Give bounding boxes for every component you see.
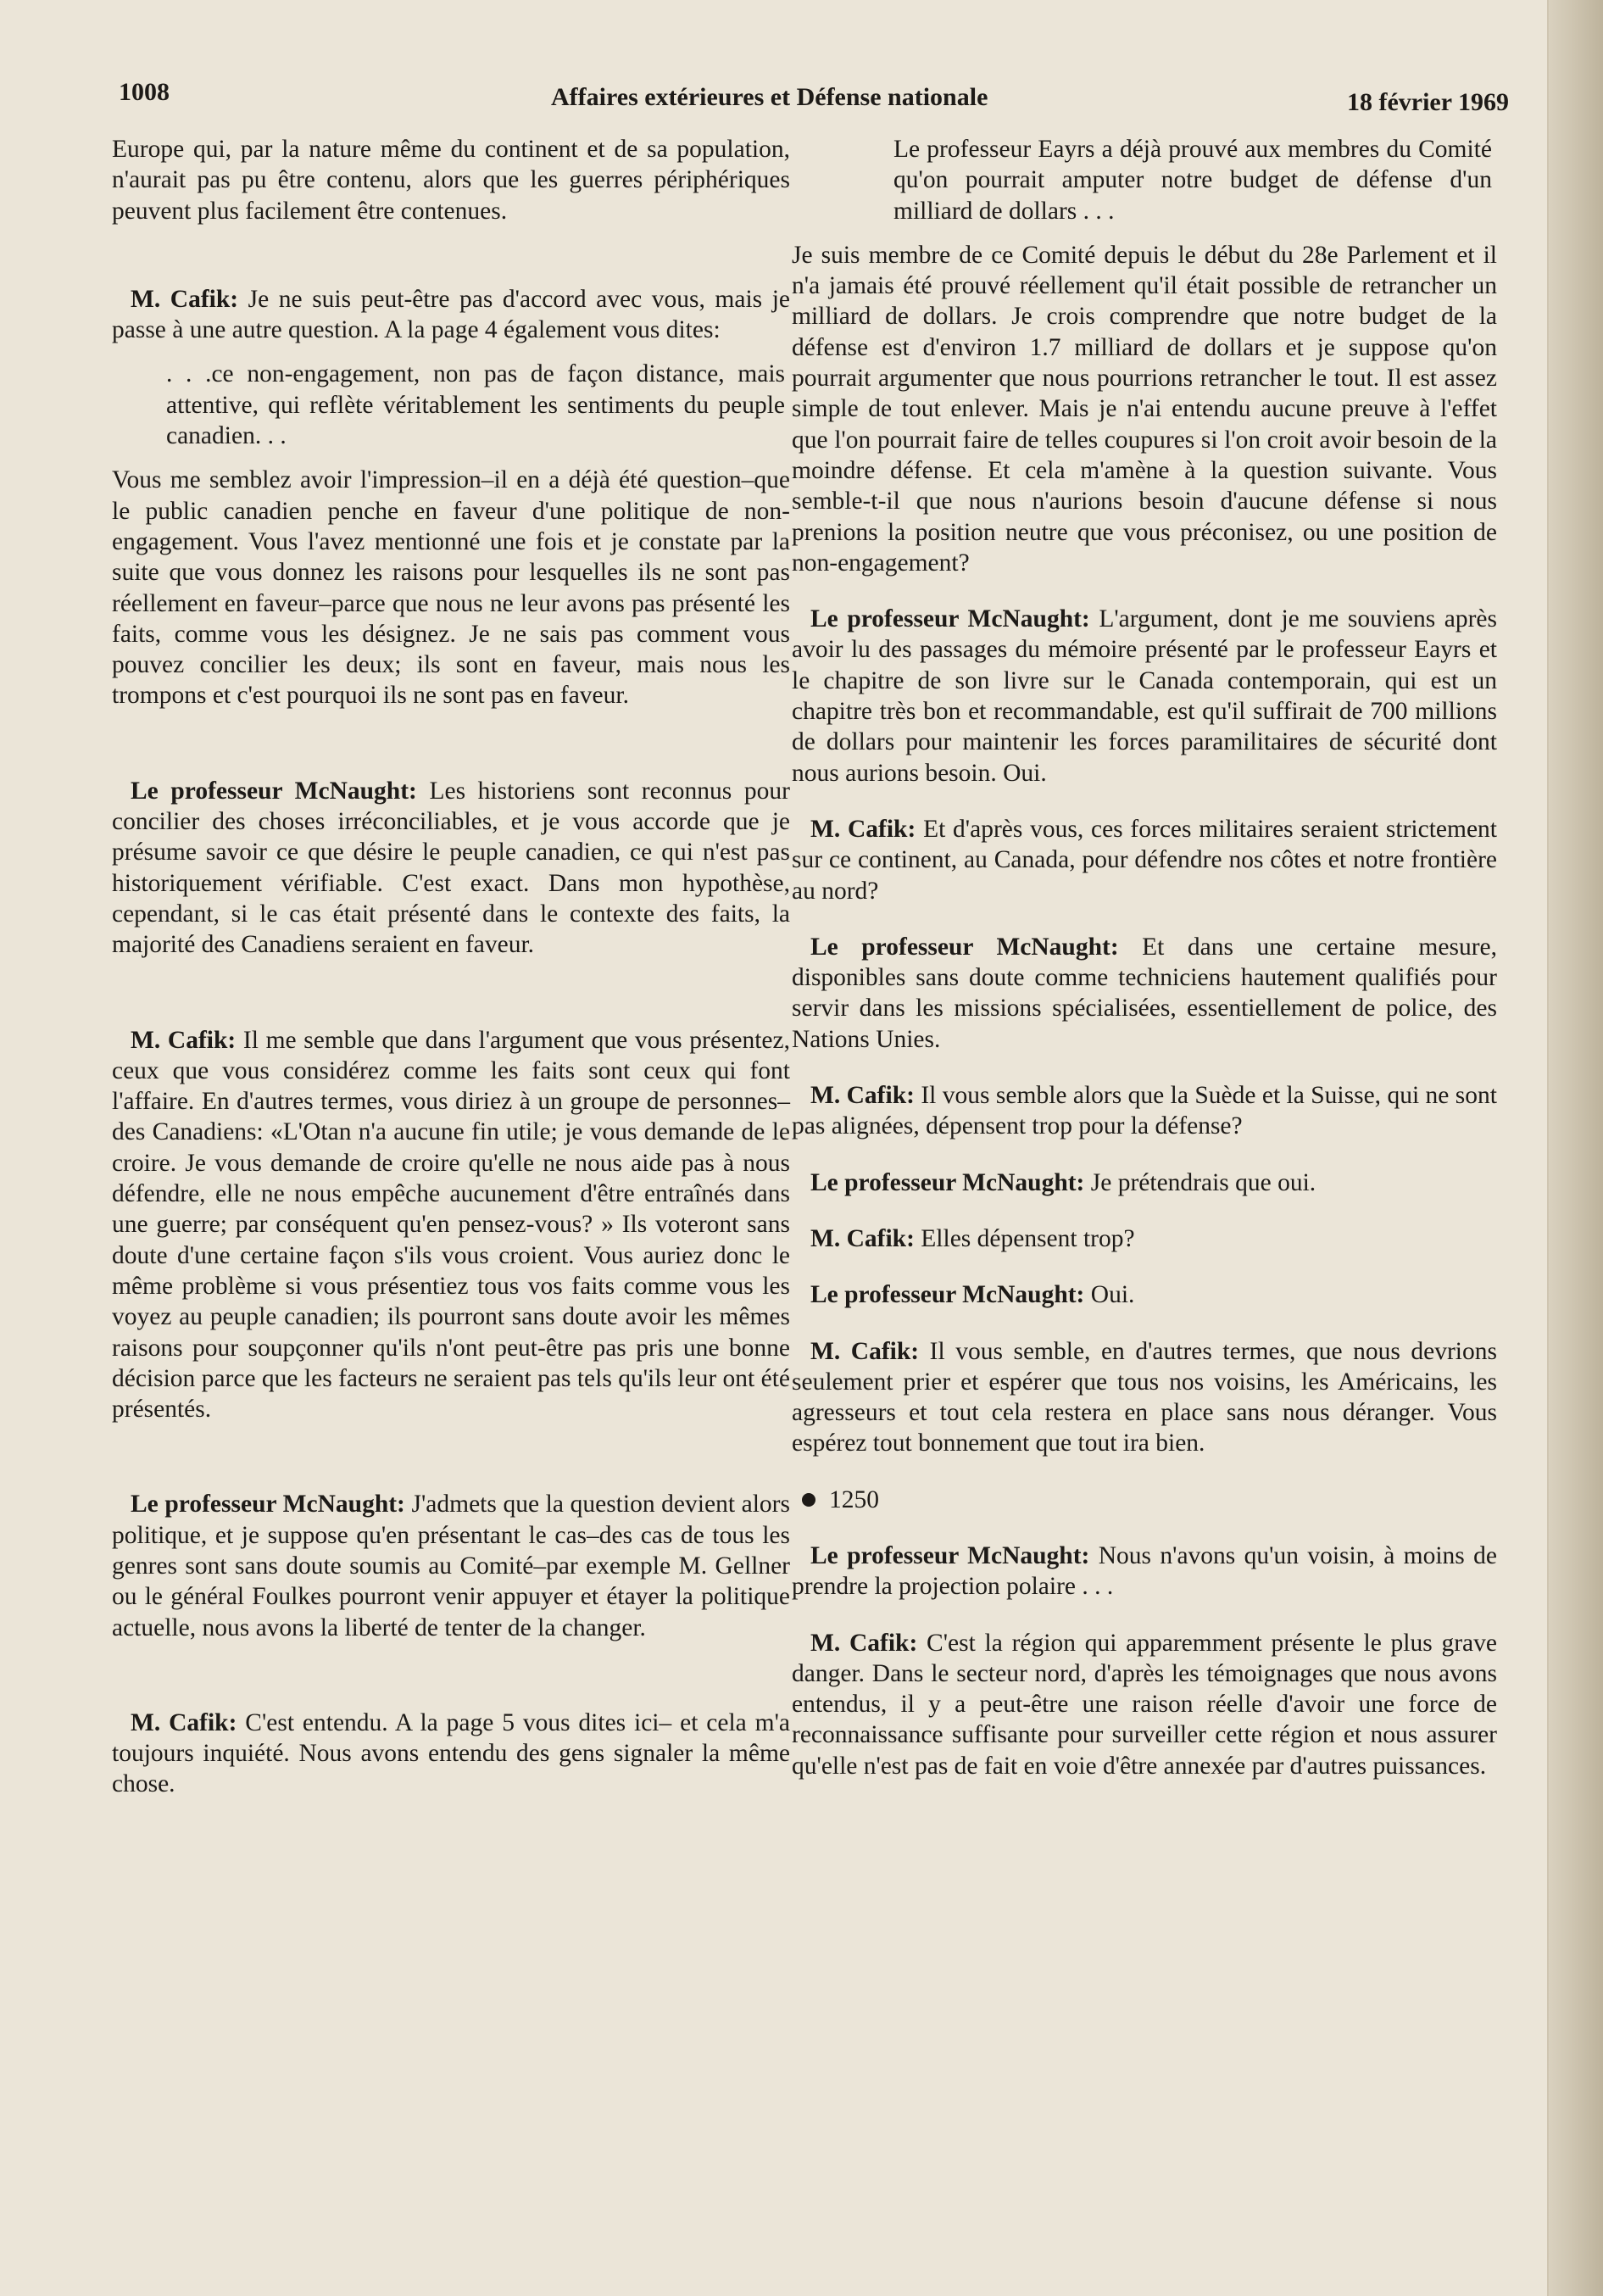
paragraph (792, 1336, 1497, 1459)
paragraph (112, 1025, 790, 1425)
left-column (112, 134, 790, 1800)
paragraph (792, 932, 1497, 1055)
speaker-name: Le professeur McNaught: (810, 605, 1090, 633)
speech-text: Il vous semble alors que la Suède et la Suisse, qui ne sont pas alignées, dépensent trop pour la défense? (792, 1082, 1497, 1140)
paragraph (792, 814, 1497, 906)
speaker-name: M. Cafik: (131, 285, 239, 313)
block-quote: . . .ce non-engagement, non pas de façon distance, mais attentive, qui reflète véritablement les sentiments du peuple canadien. . . (166, 360, 785, 450)
speaker-name: Le professeur McNaught: (131, 1491, 405, 1519)
paragraph: Vous me semblez avoir l'impression–il en a déjà été question–que le public canadien penche en faveur d'une politique de non-engagement. Vous l'avez mentionné une fois et je constate par la suite que vous donnez les raisons pour lesquelles ils ne sont pas réellement en faveur–parce que nous ne leur avons pas présenté les faits, comme vous les désignez. Je ne sais pas comment vous pouvez concilier les deux; ils sont en faveur, mais nous les trompons et c'est pourquoi ils ne sont pas en faveur. (112, 466, 790, 710)
speech-text: Je ne suis peut-être pas d'accord avec vous, mais je passe à une autre question. A la page 4 également vous dites: (112, 285, 790, 344)
paragraph (112, 1489, 790, 1642)
paragraph (792, 1279, 1497, 1310)
paragraph (112, 1708, 790, 1800)
speech-text: Il me semble que dans l'argument que vous présentez, ceux que vous considérez comme les faits sont ceux qui font l'affaire. En d'autres termes, vous diriez à un groupe de personnes–des Canadiens: «L'Otan n'a aucune fin utile; je vous demande de le croire. Je vous demande de croire qu'elle ne nous aide pas à nous défendre, elle ne nous empêche aucunement d'être entraînés dans une guerre; par conséquent qu'en pensez-vous? » Ils voteront sans doute d'une certaine façon s'ils vous croient. Vous auriez donc le même problème si vous présentiez tous vos faits comme vous les voyez au peuple canadien; ils pourront sans doute avoir les mêmes raisons pour soupçonner qu'ils n'ont peut-être pas pris une bonne décision parce que les facteurs ne seraient pas tels qu'ils leur ont été présentés. (112, 1026, 790, 1424)
binding-gutter (1547, 0, 1603, 2296)
speaker-name: Le professeur McNaught: (810, 933, 1119, 961)
running-title: Affaires extérieures et Défense nationale (551, 83, 988, 111)
speech-text: Elles dépensent trop? (914, 1224, 1135, 1252)
speaker-name: Le professeur McNaught: (810, 1541, 1090, 1569)
speech-text: C'est la région qui apparemment présente le plus grave danger. Dans le secteur nord, d'après les témoignages que nous avons entendus, il y a peut-être une raison réelle d'avoir une force de reconnaissance suffisante pour surveiller cette région et nous assurer qu'elle n'est pas de fait en voie d'être annexée par d'autres puissances. (792, 1629, 1497, 1780)
paragraph (112, 284, 790, 346)
speech-text: Oui. (1084, 1281, 1135, 1309)
page-date: 18 février 1969 (1346, 88, 1509, 116)
speech-text: L'argument, dont je me souviens après avoir lu des passages du mémoire présenté par le professeur Eayrs et le chapitre de son livre sur le Canada contemporain, qui est un chapitre très bon et recommandable, est qu'il suffirait de 700 millions de dollars pour maintenir les forces paramilitaires de sécurité dont nous aurions besoin. Oui. (792, 605, 1497, 787)
speaker-name: Le professeur McNaught: (810, 1168, 1085, 1196)
speech-text: Il vous semble, en d'autres termes, que nous devrions seulement prier et espérer que tous nos voisins, les Américains, les agresseurs et tout cela restera en place sans nous déranger. Vous espérez tout bonnement que tout ira bien. (792, 1337, 1497, 1457)
paragraph (792, 1168, 1497, 1198)
paragraph (792, 1628, 1497, 1781)
speech-text: C'est entendu. A la page 5 vous dites ici– et cela m'a toujours inquiété. Nous avons entendu des gens signaler la même chose. (112, 1708, 790, 1798)
paragraph (792, 1223, 1497, 1254)
paragraph (792, 1541, 1497, 1602)
speaker-name: M. Cafik: (131, 1708, 237, 1736)
block-quote: Le professeur Eayrs a déjà prouvé aux membres du Comité qu'on pourrait amputer notre budget de défense d'un milliard de dollars . . . (893, 136, 1492, 225)
page-number: 1008 (119, 78, 170, 106)
page-header (119, 78, 1509, 120)
speech-text: Et dans une certaine mesure, disponibles sans doute comme techniciens hautement qualifiés pour servir dans les missions spécialisées, essentiellement de police, des Nations Unies. (792, 933, 1497, 1053)
right-column (792, 134, 1497, 1781)
speech-text: Les historiens sont reconnus pour concilier des choses irréconciliables, et je vous accorde que je présume savoir ce que désire le peuple canadien, ce qui n'est pas historiquement vérifiable. C'est exact. Dans mon hypothèse, cependant, si le cas était présenté dans le contexte des faits, la majorité des Canadiens seraient en faveur. (112, 777, 790, 959)
time-marker (792, 1485, 1497, 1515)
paragraph: Europe qui, par la nature même du continent et de sa population, n'aurait pas pu être contenu, alors que les guerres périphériques peuvent plus facilement être contenues. (112, 136, 790, 225)
time-marker-label: 1250 (829, 1485, 879, 1513)
speech-text: Je prétendrais que oui. (1084, 1168, 1316, 1196)
paragraph (792, 1080, 1497, 1142)
speaker-name: M. Cafik: (810, 1629, 918, 1657)
paragraph (792, 604, 1497, 789)
paragraph: Je suis membre de ce Comité depuis le début du 28e Parlement et il n'a jamais été prouvé réellement qu'il était possible de retrancher un milliard de dollars. Je crois comprendre que notre budget de la défense est d'environ 1.7 milliard de dollars et je suppose qu'on pourrait argumenter que nous pourrions retrancher le tout. Il est assez simple de tout enlever. Mais je n'ai entendu aucune preuve à l'effet que l'on pourrait faire de telles coupures si l'on croit avoir besoin de la moindre défense. Et cela m'amène à la question suivante. Vous semble-t-il que nous n'aurions besoin d'aucune défense si nous prenions la position neutre que vous préconisez, ou une position de non-engagement? (792, 241, 1497, 577)
speaker-name: Le professeur McNaught: (131, 777, 417, 805)
speaker-name: Le professeur McNaught: (810, 1281, 1085, 1309)
paragraph (112, 776, 790, 961)
speaker-name: M. Cafik: (810, 815, 916, 843)
speaker-name: M. Cafik: (810, 1224, 915, 1252)
speaker-name: M. Cafik: (810, 1337, 920, 1365)
speech-text: Et d'après vous, ces forces militaires seraient strictement sur ce continent, au Canada, pour défendre nos côtes et notre frontière au nord? (792, 815, 1497, 905)
speech-text: J'admets que la question devient alors politique, et je suppose qu'en présentant le cas–des cas de tous les genres sont sans doute soumis au Comité–par exemple M. Gellner ou le général Foulkes pourront venir appuyer et étayer la politique actuelle, nous avons la liberté de tenter de la changer. (112, 1491, 790, 1641)
speech-text: Nous n'avons qu'un voisin, à moins de prendre la projection polaire . . . (792, 1541, 1497, 1601)
bullet-icon (802, 1493, 815, 1507)
speaker-name: M. Cafik: (131, 1026, 237, 1054)
speaker-name: M. Cafik: (810, 1082, 915, 1110)
